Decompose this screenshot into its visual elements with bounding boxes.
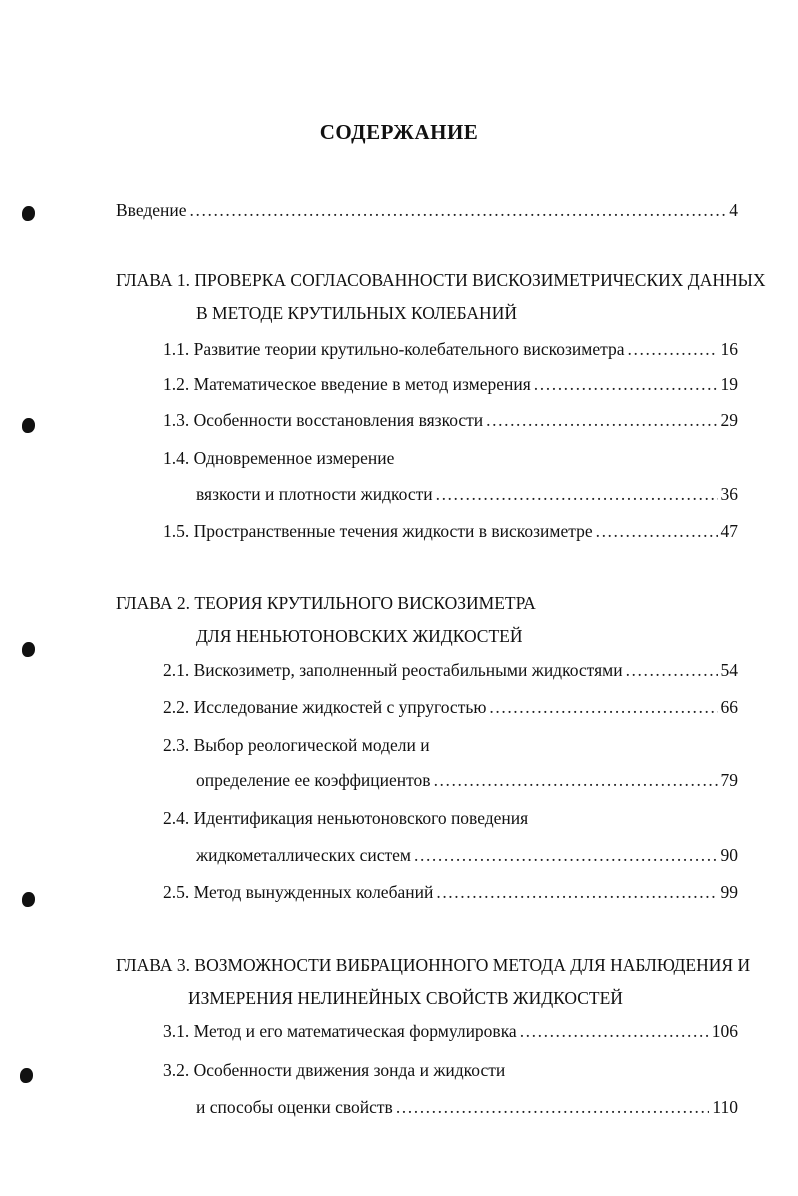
toc-page-number: 90 (720, 845, 738, 865)
toc-entry-label: определение ее коэффициентов (196, 770, 431, 790)
toc-entry-2-3-title: 2.3. Выбор реологической модели и (163, 735, 430, 755)
toc-entry-1-4-title: 1.4. Одновременное измерение (163, 448, 395, 468)
punch-hole-mark (22, 642, 35, 657)
toc-entry-label: Введение (116, 200, 187, 220)
toc-page-number: 99 (720, 882, 738, 902)
toc-entry-label: 1.3. Особенности восстановления вязкости (163, 410, 484, 430)
toc-entry-label: и способы оценки свойств (196, 1097, 393, 1117)
chapter-3-heading-cont: ИЗМЕРЕНИЯ НЕЛИНЕЙНЫХ СВОЙСТВ ЖИДКОСТЕЙ (188, 988, 623, 1008)
toc-entry-3-2-title: 3.2. Особенности движения зонда и жидкости (163, 1060, 506, 1080)
toc-entry-1-2[interactable] (163, 372, 738, 396)
toc-entry-label: 2.2. Исследование жидкостей с упругостью (163, 697, 487, 717)
toc-entry-2-4-title: 2.4. Идентификация неньютоновского поведения (163, 808, 529, 828)
dot-leader (628, 337, 718, 361)
chapter-1-heading: ГЛАВА 1. ПРОВЕРКА СОГЛАСОВАННОСТИ ВИСКОЗИМЕТРИЧЕСКИХ ДАННЫХ (116, 270, 766, 290)
dot-leader (396, 1095, 710, 1119)
dot-leader (436, 482, 718, 506)
chapter-3-heading: ГЛАВА 3. ВОЗМОЖНОСТИ ВИБРАЦИОННОГО МЕТОДА ДЛЯ НАБЛЮДЕНИЯ И (116, 955, 751, 975)
toc-page-number: 66 (720, 697, 738, 717)
toc-entry-3-1[interactable] (163, 1019, 738, 1043)
toc-entry-2-2[interactable] (163, 695, 738, 719)
toc-entry-label: 2.1. Вискозиметр, заполненный реостабильными жидкостями (163, 660, 623, 680)
dot-leader (596, 519, 718, 543)
toc-page-number: 79 (720, 770, 738, 790)
toc-entry-2-1[interactable] (163, 658, 738, 682)
toc-entry-label: 3.1. Метод и его математическая формулировка (163, 1021, 517, 1041)
toc-page-number: 110 (712, 1097, 738, 1117)
dot-leader (626, 658, 718, 682)
dot-leader (486, 408, 717, 432)
dot-leader (489, 695, 717, 719)
toc-page-number: 4 (729, 200, 738, 220)
toc-entry-1-4[interactable] (196, 482, 738, 506)
punch-hole-mark (22, 418, 35, 433)
toc-page-number: 19 (720, 374, 738, 394)
toc-page-number: 29 (720, 410, 738, 430)
toc-page-number: 47 (720, 521, 738, 541)
toc-page-number: 36 (720, 484, 738, 504)
toc-page-number: 106 (711, 1021, 738, 1041)
dot-leader (436, 880, 717, 904)
toc-entry-label: жидкометаллических систем (196, 845, 411, 865)
punch-hole-mark (22, 206, 35, 221)
toc-entry-label: 1.2. Математическое введение в метод измерения (163, 374, 531, 394)
toc-entry-intro[interactable] (116, 198, 738, 222)
chapter-2-heading: ГЛАВА 2. ТЕОРИЯ КРУТИЛЬНОГО ВИСКОЗИМЕТРА (116, 593, 536, 613)
toc-entry-2-5[interactable] (163, 880, 738, 904)
toc-entry-2-3[interactable] (196, 768, 738, 792)
toc-page-number: 54 (720, 660, 738, 680)
toc-entry-3-2[interactable] (196, 1095, 738, 1119)
chapter-1-heading-cont: В МЕТОДЕ КРУТИЛЬНЫХ КОЛЕБАНИЙ (196, 303, 517, 323)
punch-hole-mark (22, 892, 35, 907)
toc-entry-1-5[interactable] (163, 519, 738, 543)
dot-leader (534, 372, 718, 396)
toc-entry-label: вязкости и плотности жидкости (196, 484, 433, 504)
toc-entry-1-3[interactable] (163, 408, 738, 432)
toc-page-number: 16 (720, 339, 738, 359)
toc-entry-2-4[interactable] (196, 843, 738, 867)
dot-leader (434, 768, 718, 792)
toc-entry-label: 1.1. Развитие теории крутильно-колебательного вискозиметра (163, 339, 625, 359)
dot-leader (190, 198, 727, 222)
toc-entry-label: 1.5. Пространственные течения жидкости в вискозиметре (163, 521, 593, 541)
toc-entry-1-1[interactable] (163, 337, 738, 361)
punch-hole-mark (20, 1068, 33, 1083)
toc-entry-label: 2.5. Метод вынужденных колебаний (163, 882, 434, 902)
dot-leader (414, 843, 718, 867)
page-title: СОДЕРЖАНИЕ (319, 120, 479, 144)
chapter-2-heading-cont: ДЛЯ НЕНЬЮТОНОВСКИХ ЖИДКОСТЕЙ (196, 626, 523, 646)
dot-leader (520, 1019, 709, 1043)
